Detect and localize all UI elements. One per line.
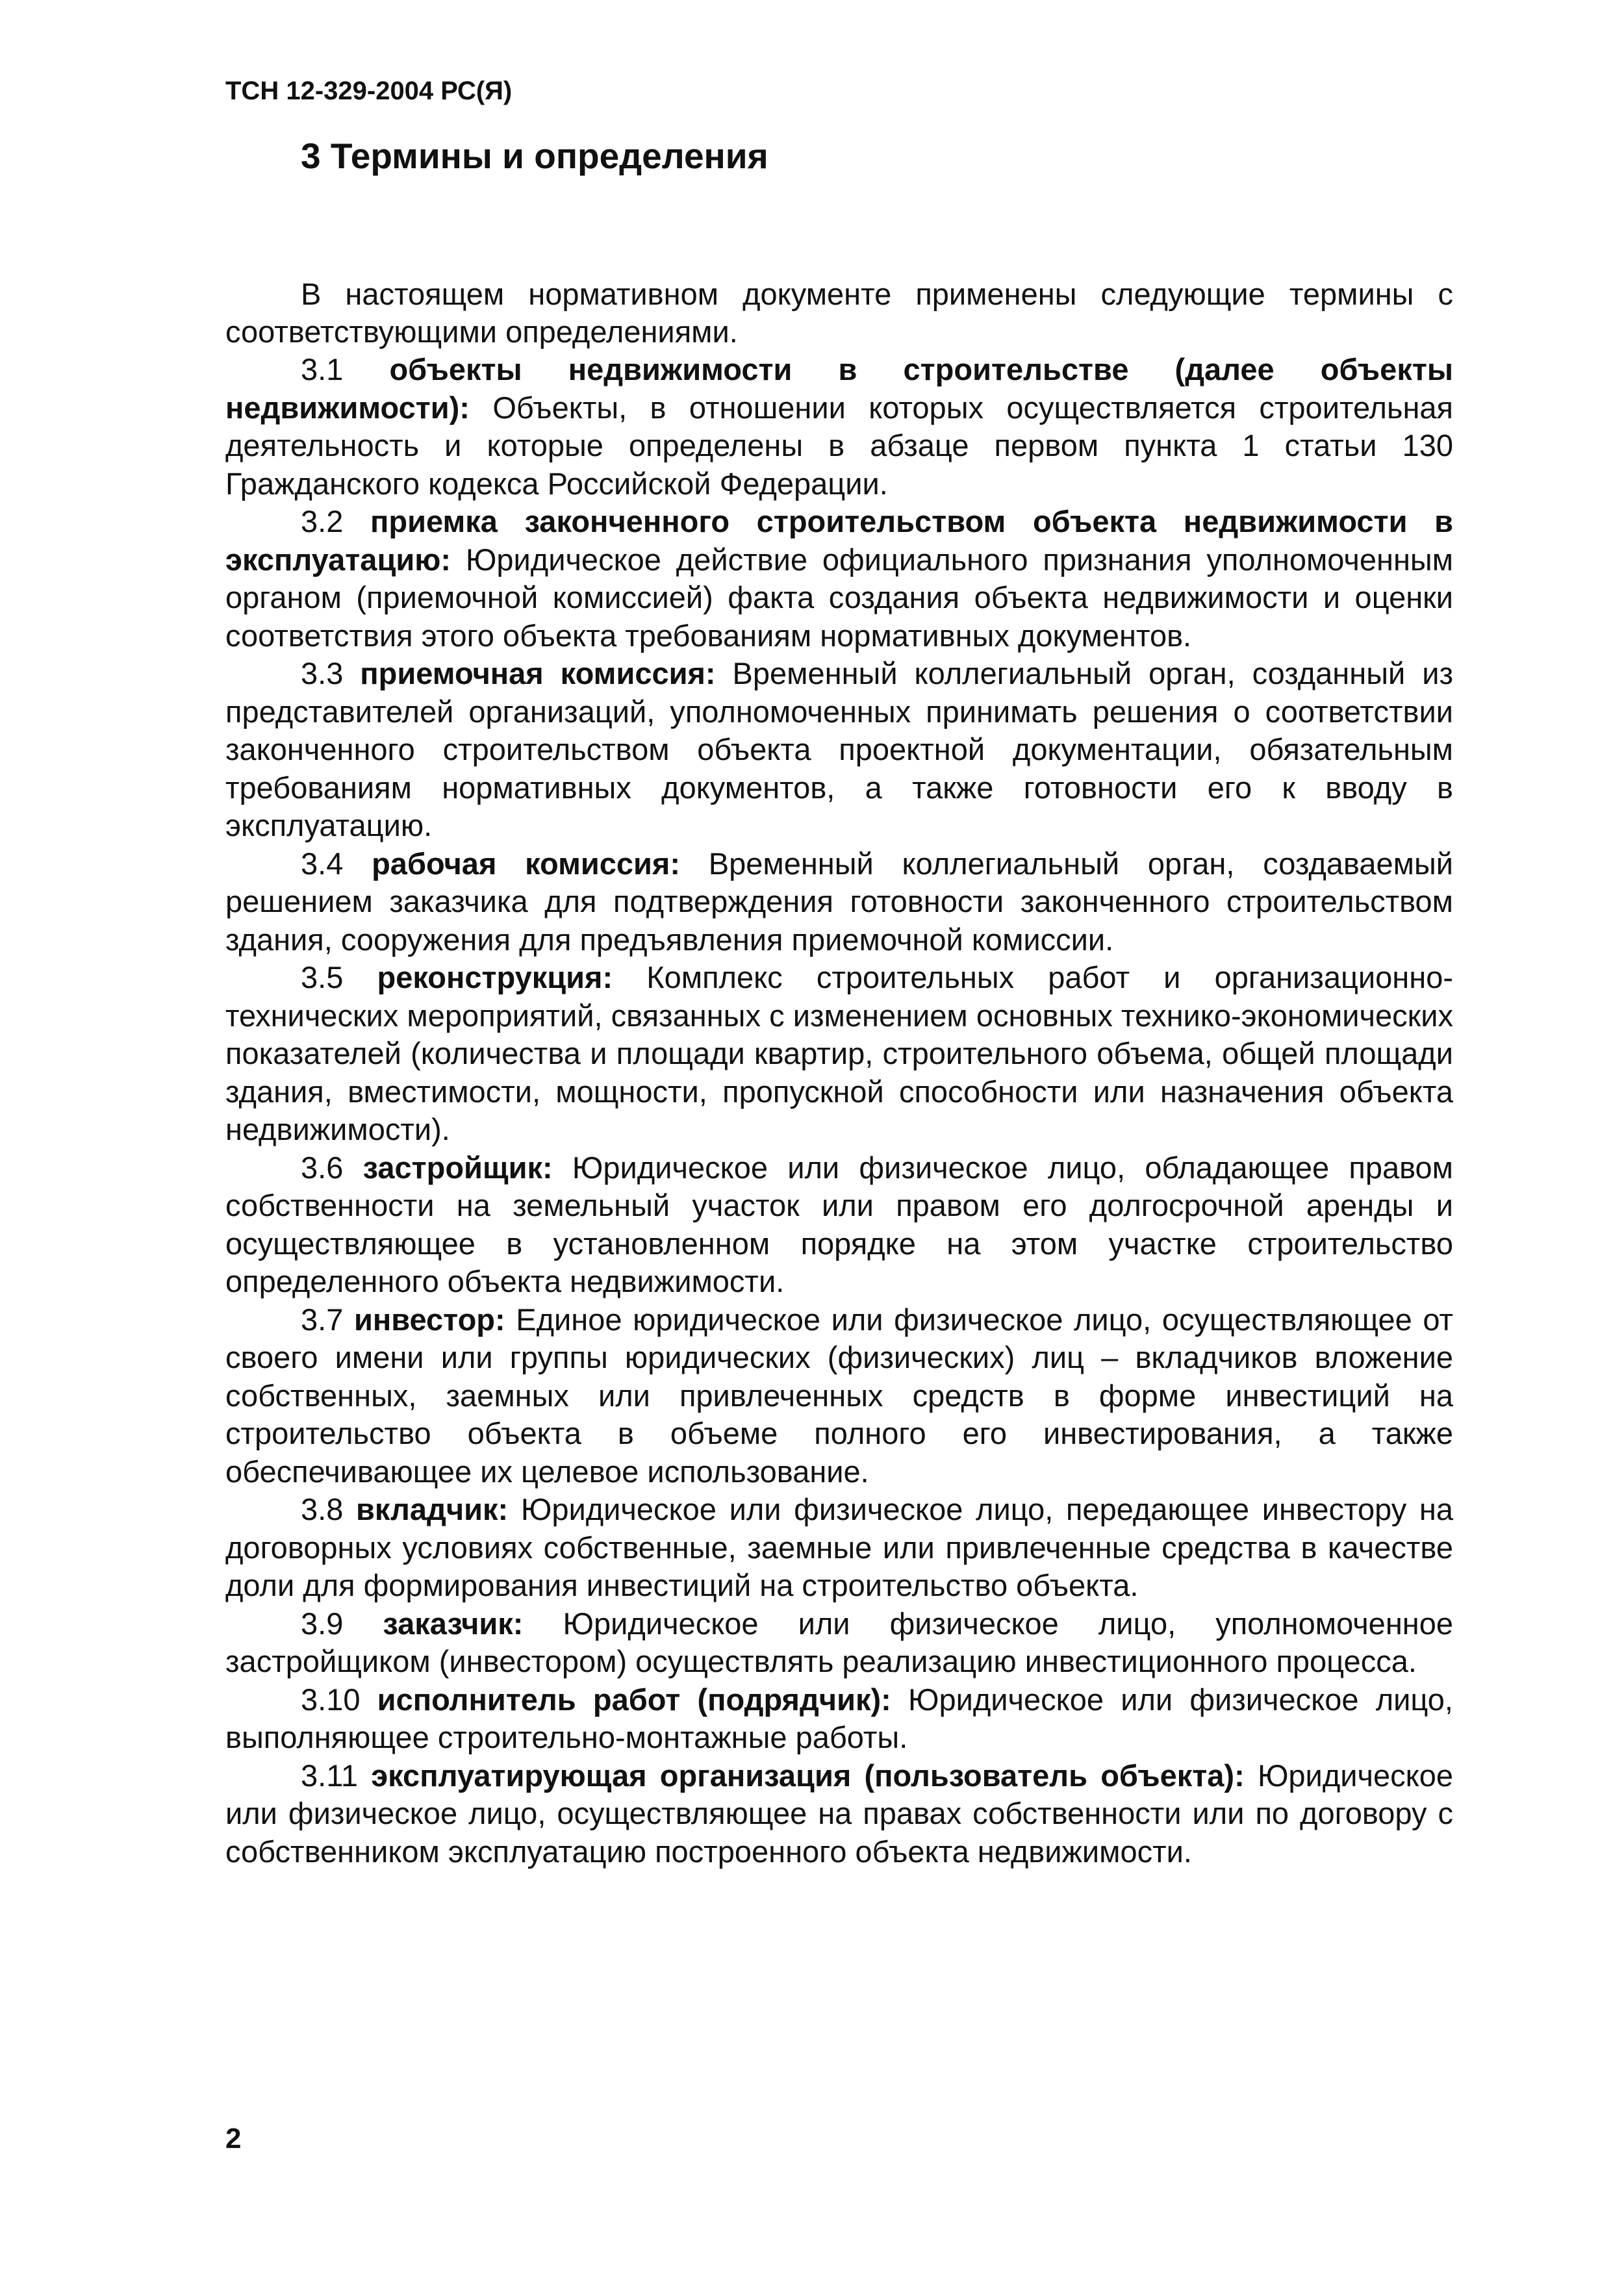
definition-term: приемка законченного строительством объекта недвижимости в эксплуатацию: <box>225 504 1453 577</box>
definition-text: Юридическое или физическое лицо, обладающее правом собственности на земельный участок или правом его долгосрочной аренды и осуществляющее в установленном порядке на этом участке строительство определенного объекта недвижимости. <box>225 1150 1453 1298</box>
definition-text: Временный коллегиальный орган, созданный из представителей организаций, уполномоченных принимать решения о соответствии законченного строительством объекта проектной документации, обязательным требованиям нормативных документов, а также готовности его к вводу в эксплуатацию. <box>225 656 1453 842</box>
definition-number: 3.6 <box>301 1150 344 1185</box>
document-code: ТСН 12-329-2004 РС(Я) <box>225 77 513 105</box>
definition-text: Юридическое или физическое лицо, передающее инвестору на договорных условиях собственные, заемные или привлеченные средства в качестве доли для формирования инвестиций на строительство объекта. <box>225 1492 1454 1602</box>
definition-term: приемочная комиссия: <box>360 656 716 690</box>
definition-item <box>225 1301 1453 1491</box>
definition-item <box>225 1681 1453 1757</box>
definition-number: 3.1 <box>301 352 344 386</box>
definition-item <box>225 1491 1453 1605</box>
definition-term: эксплуатирующая организация (пользователь объекта): <box>371 1758 1245 1793</box>
definition-number: 3.10 <box>301 1682 361 1717</box>
section-intro: В настоящем нормативном документе применены следующие термины с соответствующими определениями. <box>225 277 1453 349</box>
definition-text: Юридическое действие официального признания уполномоченным органом (приемочной комиссией) факта создания объекта недвижимости и оценки соответствия этого объекта требованиям нормативных документов. <box>225 542 1454 653</box>
definition-number: 3.3 <box>301 656 344 690</box>
section-title: 3 Термины и определения <box>301 136 768 176</box>
definition-term: рабочая комиссия: <box>372 846 681 881</box>
definition-number: 3.7 <box>301 1302 344 1337</box>
definition-number: 3.11 <box>301 1758 358 1793</box>
definition-number: 3.9 <box>301 1606 344 1641</box>
definition-text: Единое юридическое или физическое лицо, осуществляющее от своего имени или группы юридических (физических) лиц – вкладчиков вложение собственных, заемных или привлеченных средств в форме инвестиций на строительство объекта в объеме полного его инвестирования, а также обеспечивающее их целевое использование. <box>225 1302 1453 1489</box>
definition-text: Объекты, в отношении которых осуществляется строительная деятельность и которые определены в абзаце первом пункта 1 статьи 130 Гражданского кодекса Российской Федерации. <box>225 390 1453 501</box>
definition-item <box>225 1605 1453 1681</box>
definition-item <box>225 1757 1453 1871</box>
definition-number: 3.5 <box>301 960 344 994</box>
definition-term: заказчик: <box>383 1606 524 1641</box>
definition-item <box>225 351 1453 503</box>
definition-number: 3.8 <box>301 1492 344 1526</box>
definition-term: реконструкция: <box>377 960 613 994</box>
definition-number: 3.4 <box>301 846 344 881</box>
definition-item <box>225 959 1453 1149</box>
definition-item <box>225 845 1453 959</box>
definition-number: 3.2 <box>301 504 344 538</box>
definitions-list <box>225 351 1453 1871</box>
definition-text: Юридическое или физическое лицо, осуществляющее на правах собственности или по договору с собственником эксплуатацию построенного объекта недвижимости. <box>225 1758 1453 1869</box>
definition-item <box>225 1149 1453 1301</box>
definition-term: вкладчик: <box>356 1492 509 1526</box>
definition-text: Комплекс строительных работ и организационно-технических мероприятий, связанных с изменением основных технико-экономических показателей (количества и площади квартир, строительного объема, общей площади здания, вместимости, мощности, пропускной способности или назначения объекта недвижимости). <box>225 960 1454 1146</box>
definition-item <box>225 655 1453 845</box>
definition-text: Юридическое или физическое лицо, выполняющее строительно-монтажные работы. <box>225 1682 1453 1754</box>
definition-term: застройщик: <box>362 1150 553 1185</box>
definition-term: исполнитель работ (подрядчик): <box>377 1682 891 1717</box>
definition-term: инвестор: <box>353 1302 505 1337</box>
definition-item <box>225 503 1453 655</box>
definition-term: объекты недвижимости в строительстве (далее объекты недвижимости): <box>225 352 1454 425</box>
page-number: 2 <box>225 2123 242 2154</box>
definition-text: Временный коллегиальный орган, создаваемый решением заказчика для подтверждения готовности законченного строительством здания, сооружения для предъявления приемочной комиссии. <box>225 846 1453 957</box>
definition-text: Юридическое или физическое лицо, уполномоченное застройщиком (инвестором) осуществлять реализацию инвестиционного процесса. <box>225 1606 1454 1678</box>
